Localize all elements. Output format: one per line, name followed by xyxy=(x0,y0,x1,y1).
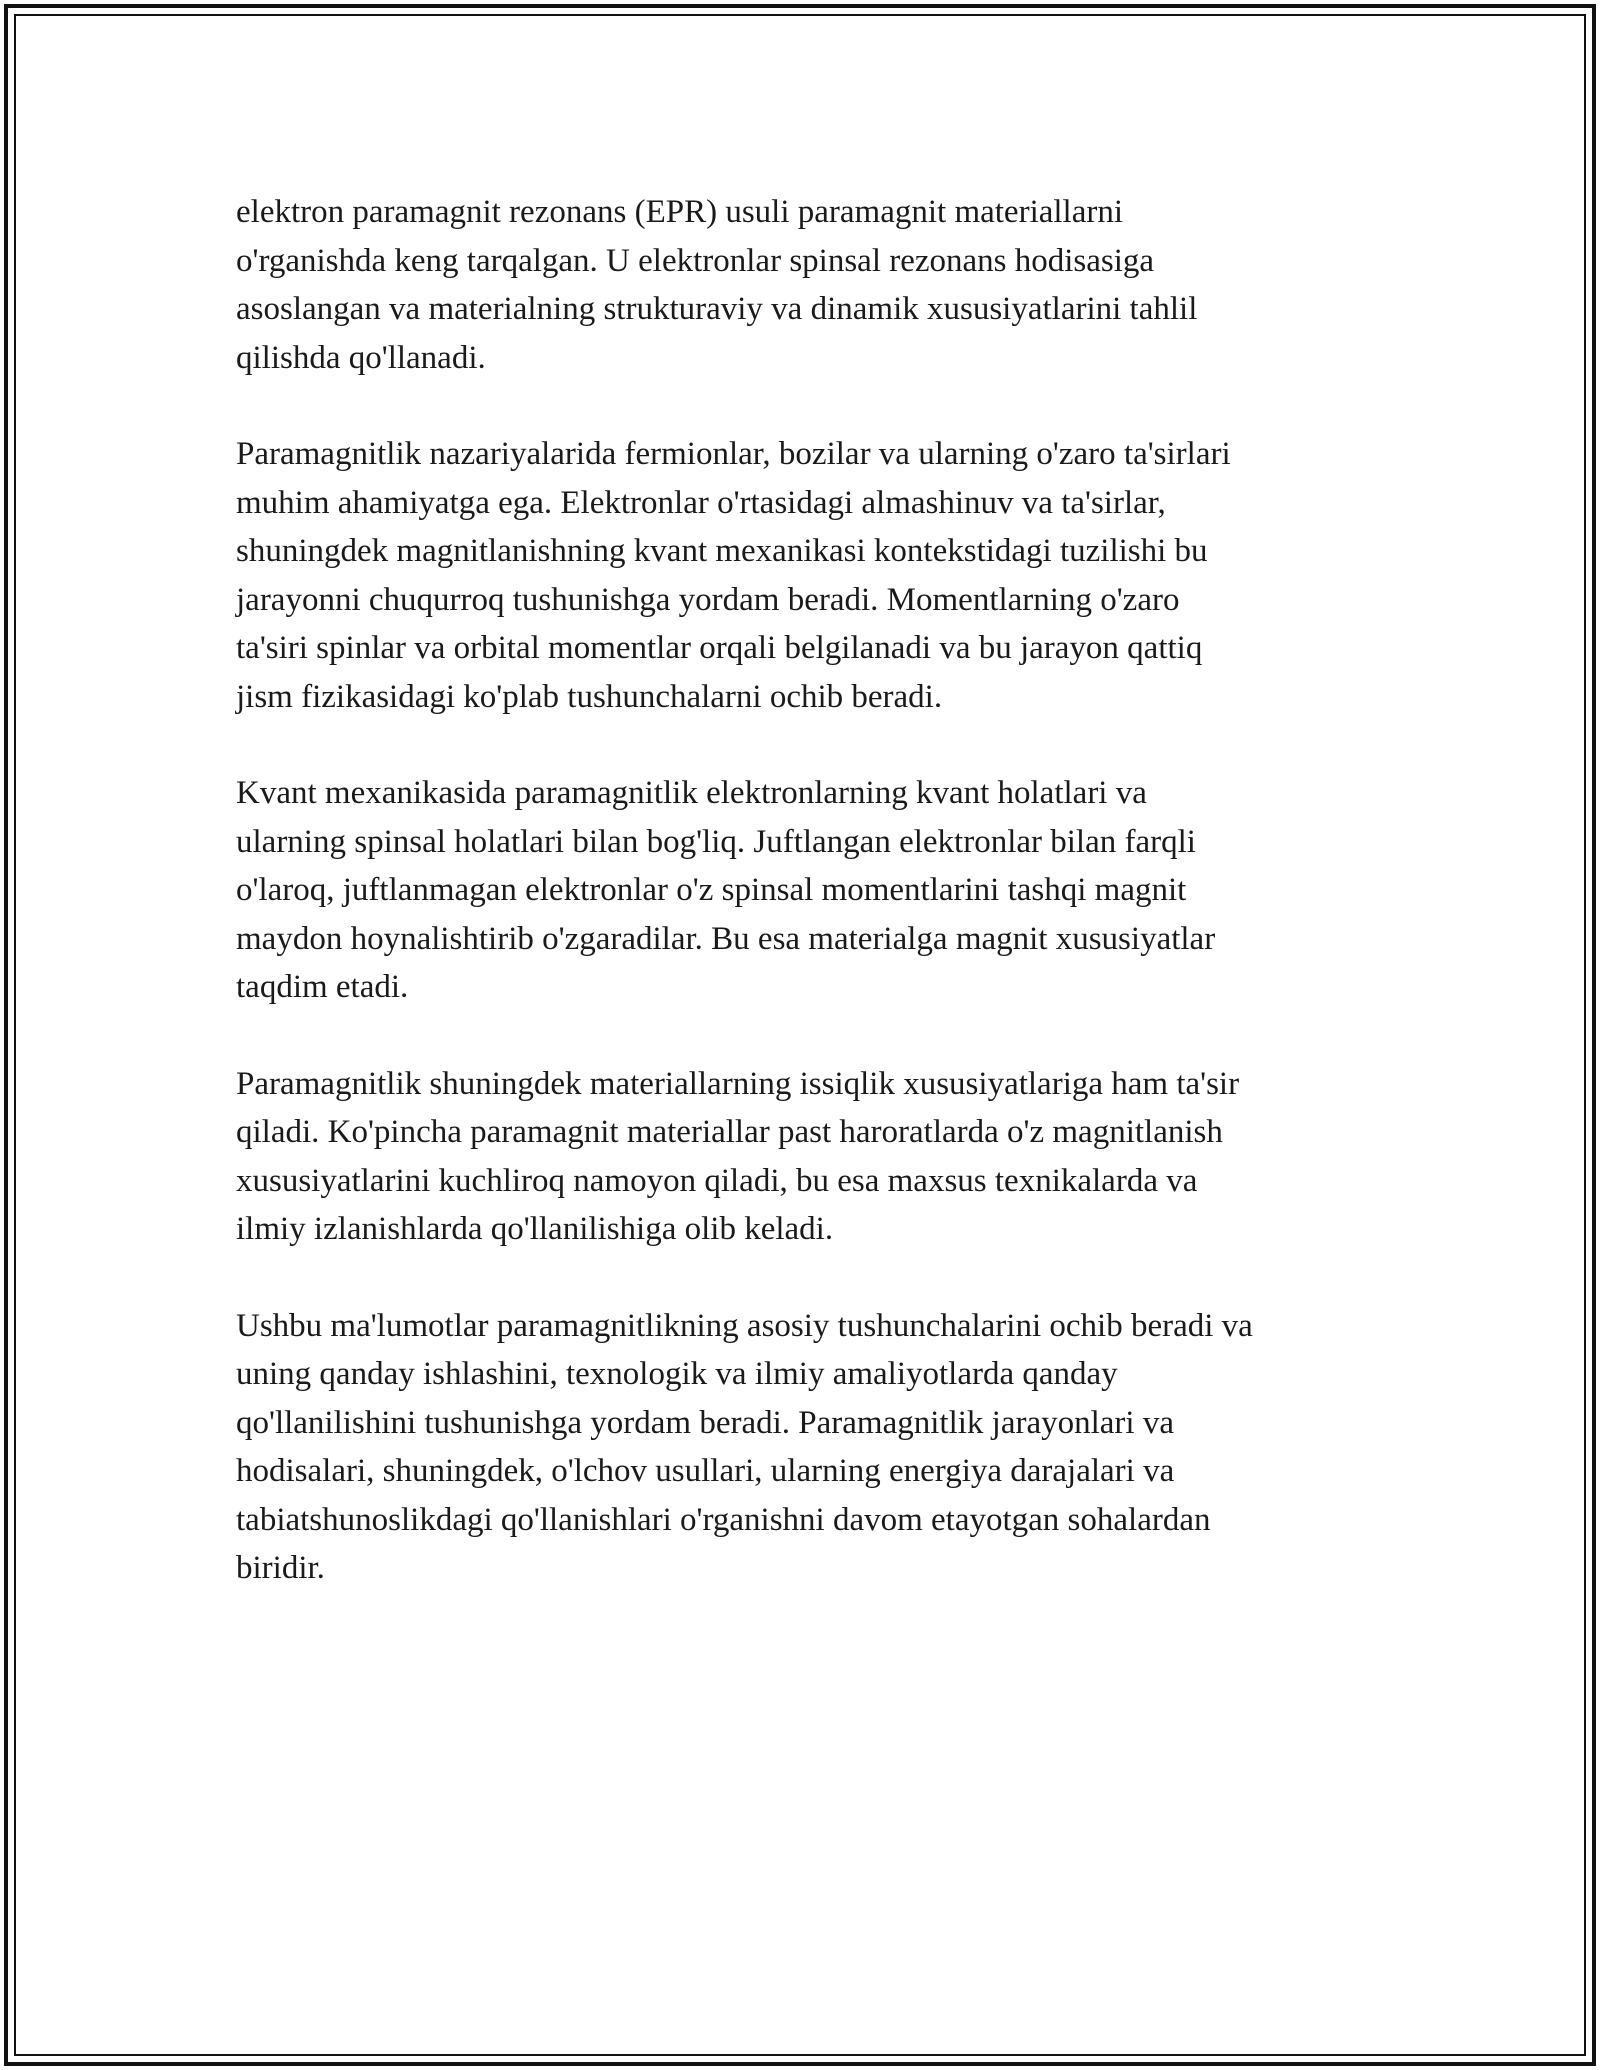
paragraph-theories: Paramagnitlik nazariyalarida fermionlar, bozilar va ularning o'zaro ta'sirlari muhim ahamiyatga ega. Elektronlar o'rtasidagi almashinuv va ta'sirlar, shuningdek magnitlanishning kvant mexanikasi kontekstidagi tuzilishi bu jarayonni chuqurroq tushunishga yordam beradi. Momentlarning o'zaro ta'siri spinlar va orbital momentlar orqali belgilanadi va bu jarayon qattiq jism fizikasidagi ko'plab tushunchalarni ochib beradi. xyxy=(236,436,1231,715)
paragraph-quantum-mechanics: Kvant mexanikasida paramagnitlik elektronlarning kvant holatlari va ularning spinsal holatlari bilan bog'liq. Juftlangan elektronlar bilan farqli o'laroq, juftlanmagan elektronlar o'z spinsal momentlarini tashqi magnit maydon hoynalishtirib o'zgaradilar. Bu esa materialga magnit xususiyatlar taqdim etadi. xyxy=(236,775,1216,1005)
document-body xyxy=(236,188,1386,1641)
paragraph-thermal-properties: Paramagnitlik shuningdek materiallarning issiqlik xususiyatlariga ham ta'sir qiladi. Ko'pincha paramagnit materiallar past haroratlarda o'z magnitlanish xususiyatlarini kuchliroq namoyon qiladi, bu esa maxsus texnikalarda va ilmiy izlanishlarda qo'llanilishiga olib keladi. xyxy=(236,1065,1240,1247)
paragraph-epr-method: elektron paramagnit rezonans (EPR) usuli paramagnit materiallarni o'rganishda keng tarqalgan. U elektronlar spinsal rezonans hodisasiga asoslangan va materialning strukturaviy va dinamik xususiyatlarini tahlil qilishda qo'llanadi. xyxy=(236,194,1198,376)
paragraph-summary: Ushbu ma'lumotlar paramagnitlikning asosiy tushunchalarini ochib beradi va uning qanday ishlashini, texnologik va ilmiy amaliyotlarda qanday qo'llanilishini tushunishga yordam beradi. Paramagnitlik jarayonlari va hodisalari, shuningdek, o'lchov usullari, ularning energiya darajalari va tabiatshunoslikdagi qo'llanishlari o'rganishni davom etayotgan sohalardan biridir. xyxy=(236,1307,1253,1586)
